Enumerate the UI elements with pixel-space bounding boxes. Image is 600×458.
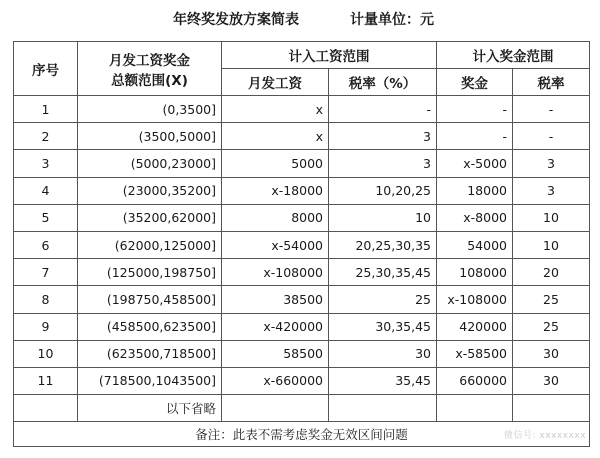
- header-bonus-group: 计入奖金范围: [437, 42, 590, 69]
- cell-bonus-rate: 25: [513, 286, 590, 313]
- header-range-line1: 月发工资奖金: [109, 52, 190, 69]
- omitted-label: 以下省略: [78, 395, 222, 422]
- watermark: 微信号: xxxxxxxx: [503, 431, 586, 441]
- cell-index: 3: [14, 150, 78, 177]
- cell-bonus-rate: 30: [513, 340, 590, 367]
- cell-salary: 38500: [222, 286, 329, 313]
- cell-index: 1: [14, 96, 78, 123]
- cell-salary-rate: 3: [329, 150, 437, 177]
- header-index: 序号: [14, 42, 78, 96]
- header-salary-group: 计入工资范围: [222, 42, 437, 69]
- cell-salary-rate: 10,20,25: [329, 177, 437, 204]
- cell-salary: x-660000: [222, 367, 329, 394]
- table-row: [14, 340, 590, 367]
- cell-bonus-rate: 10: [513, 231, 590, 258]
- cell-bonus-rate: 10: [513, 204, 590, 231]
- header-salary-rate: 税率（%）: [329, 69, 437, 96]
- cell-bonus: x-108000: [437, 286, 513, 313]
- cell-bonus: 54000: [437, 231, 513, 258]
- table-title: 年终奖发放方案简表: [173, 12, 299, 28]
- cell-bonus: 660000: [437, 367, 513, 394]
- cell-range: (62000,125000]: [78, 231, 222, 258]
- cell-bonus: 420000: [437, 313, 513, 340]
- cell-bonus: 108000: [437, 259, 513, 286]
- cell-index: 11: [14, 367, 78, 394]
- cell-bonus: x-58500: [437, 340, 513, 367]
- cell-salary-rate: 3: [329, 123, 437, 150]
- cell-bonus-rate: 25: [513, 313, 590, 340]
- table-row: [14, 259, 590, 286]
- table-body: [14, 96, 590, 395]
- table-row: [14, 367, 590, 394]
- cell-bonus-rate: 3: [513, 150, 590, 177]
- cell-range: (458500,623500]: [78, 313, 222, 340]
- unit-label: 计量单位：元: [350, 12, 434, 28]
- cell-index: 4: [14, 177, 78, 204]
- table-row: [14, 204, 590, 231]
- cell-range: (5000,23000]: [78, 150, 222, 177]
- cell-salary: 8000: [222, 204, 329, 231]
- table-row: [14, 123, 590, 150]
- header-salary: 月发工资: [222, 69, 329, 96]
- cell-range: (23000,35200]: [78, 177, 222, 204]
- table-title-bar: [0, 0, 600, 38]
- cell-range: (35200,62000]: [78, 204, 222, 231]
- cell-range: (718500,1043500]: [78, 367, 222, 394]
- cell-bonus-rate: 20: [513, 259, 590, 286]
- table-row: [14, 231, 590, 258]
- cell-salary: 58500: [222, 340, 329, 367]
- cell-index: 7: [14, 259, 78, 286]
- cell-bonus: -: [437, 123, 513, 150]
- table-row: [14, 286, 590, 313]
- cell-range: (125000,198750]: [78, 259, 222, 286]
- header-bonus-rate: 税率: [513, 69, 590, 96]
- cell-index: 6: [14, 231, 78, 258]
- cell-bonus: x-8000: [437, 204, 513, 231]
- cell-bonus-rate: 3: [513, 177, 590, 204]
- cell-index: 10: [14, 340, 78, 367]
- cell-range: (3500,5000]: [78, 123, 222, 150]
- bonus-plan-table: [13, 41, 590, 447]
- cell-salary-rate: 25,30,35,45: [329, 259, 437, 286]
- header-bonus: 奖金: [437, 69, 513, 96]
- cell-bonus-rate: -: [513, 123, 590, 150]
- table-note: 备注：此表不需考虑奖金无效区间问题: [14, 422, 590, 447]
- cell-salary: x-54000: [222, 231, 329, 258]
- header-range-line2: 总额范围(X): [111, 72, 188, 89]
- cell-salary-rate: 10: [329, 204, 437, 231]
- table-row: [14, 150, 590, 177]
- table-row: [14, 313, 590, 340]
- cell-salary: 5000: [222, 150, 329, 177]
- cell-salary-rate: 35,45: [329, 367, 437, 394]
- cell-range: (198750,458500]: [78, 286, 222, 313]
- cell-salary-rate: 25: [329, 286, 437, 313]
- cell-salary-rate: -: [329, 96, 437, 123]
- cell-bonus: -: [437, 96, 513, 123]
- cell-index: 8: [14, 286, 78, 313]
- cell-bonus: 18000: [437, 177, 513, 204]
- header-range: [78, 42, 222, 96]
- cell-bonus-rate: -: [513, 96, 590, 123]
- cell-salary: x-18000: [222, 177, 329, 204]
- cell-index: 9: [14, 313, 78, 340]
- cell-salary-rate: 30,35,45: [329, 313, 437, 340]
- table-row: [14, 177, 590, 204]
- cell-index: 2: [14, 123, 78, 150]
- cell-bonus-rate: 30: [513, 367, 590, 394]
- cell-range: (0,3500]: [78, 96, 222, 123]
- omitted-row: [14, 395, 590, 422]
- cell-salary: x-420000: [222, 313, 329, 340]
- cell-salary-rate: 30: [329, 340, 437, 367]
- cell-bonus: x-5000: [437, 150, 513, 177]
- cell-range: (623500,718500]: [78, 340, 222, 367]
- cell-salary: x-108000: [222, 259, 329, 286]
- cell-index: 5: [14, 204, 78, 231]
- cell-salary: x: [222, 123, 329, 150]
- cell-salary: x: [222, 96, 329, 123]
- table-row: [14, 96, 590, 123]
- cell-salary-rate: 20,25,30,35: [329, 231, 437, 258]
